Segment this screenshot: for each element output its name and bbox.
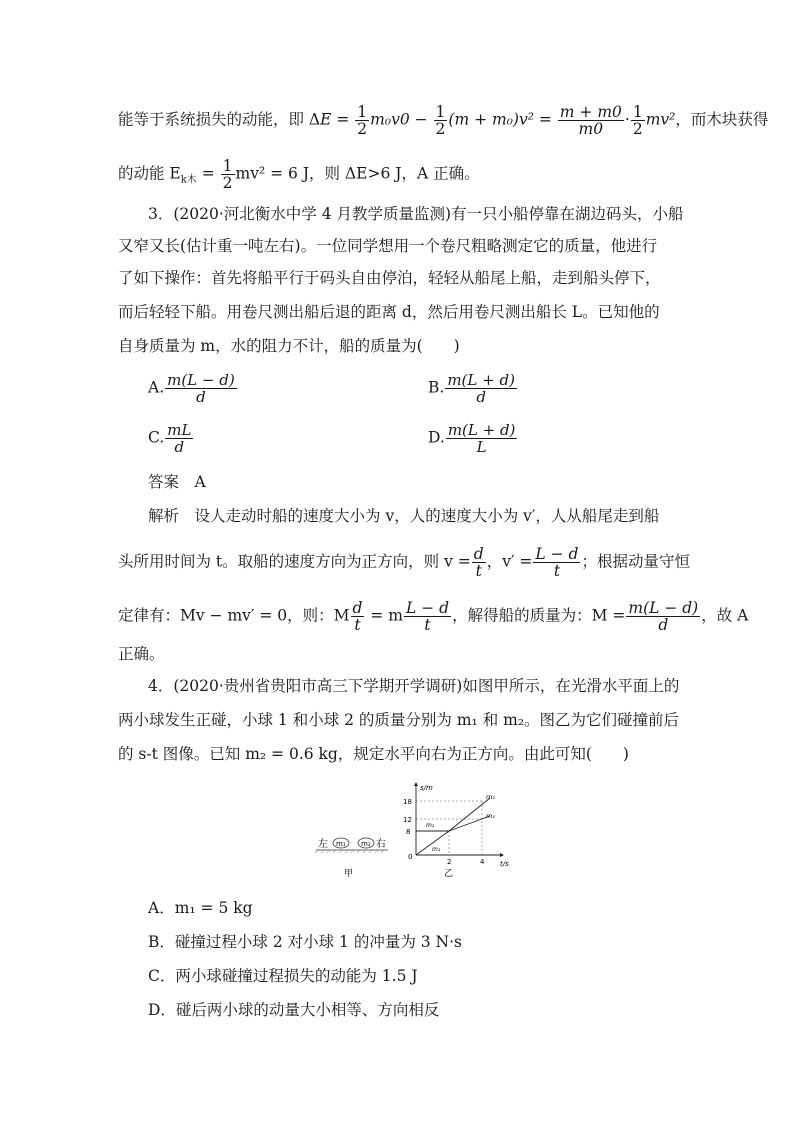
q4-line1: 4．(2020·贵州省贵阳市高三下学期开学调研)如图甲所示，在光滑水平面上的: [148, 677, 680, 695]
text: =: [533, 110, 557, 129]
para1-line2: [118, 158, 480, 191]
q4-line3: 的 s-t 图像。已知 m₂ = 0.6 kg，规定水平向右为正方向。由此可知( ): [118, 745, 629, 763]
answer-value: A: [194, 473, 206, 491]
x-axis-label: t/s: [500, 860, 509, 868]
label-m1-inner: m₁: [432, 846, 441, 853]
label-m2-end: m₂: [486, 793, 495, 801]
q3-line4: 而后轻轻下船。用卷尺测出船后退的距离 d，然后用卷尺测出船长 L。已知他的: [118, 303, 660, 321]
label-m1-end: m₁: [486, 812, 495, 820]
q3-option-d: D. $\frac{m(L + d)}{L}$: [428, 421, 516, 456]
q3-line2: 又窄又长(估计重一吨左右)。一位同学想用一个卷尺粗略测定它的质量，他进行: [118, 237, 658, 255]
q3-option-a: A. $\frac{m(L - d)}{d}$: [148, 371, 235, 406]
line-m1-after: [449, 816, 490, 831]
q3-line5: 自身质量为 m，水的阻力不计，船的质量为( ): [118, 337, 460, 355]
fraction-half: $\frac{1}{2}$: [632, 103, 643, 138]
y-tick-8: 8: [406, 828, 411, 836]
term: (m + m₀)v²: [448, 110, 534, 129]
fraction-half: $\frac{1}{2}$: [435, 103, 446, 138]
answer-label: 答案: [148, 473, 180, 491]
subscript: k木: [180, 174, 197, 186]
y-tick-12: 12: [403, 816, 412, 824]
y-arrow: [414, 782, 418, 786]
fraction-half: $\frac{1}{2}$: [222, 157, 233, 192]
term: mv²: [645, 110, 676, 129]
q4-line2: 两小球发生正碰，小球 1 和小球 2 的质量分别为 m₁ 和 m₂。图乙为它们碰撞前后: [118, 711, 680, 729]
text: 设人走动时船的速度大小为 v，人的速度大小为 v′，人从船尾走到船: [194, 507, 660, 525]
q3-analysis-line1: [148, 506, 659, 526]
yi-label: 乙: [444, 869, 454, 879]
para1-line1: 能等于系统损失的动能，即 ΔE = $\frac{1}{2}$ m₀v0 − $\frac{1}{2}$ (m + m₀)v² = $\frac{m + m0}{m0}$ · $\frac{1}{2}$ mv²，而木块获得: [118, 103, 769, 138]
ball2-label: m₂: [361, 840, 371, 848]
ground-hatch: [315, 850, 384, 853]
q3-analysis-line2: 头所用时间为 t。取船的速度方向为正方向，则 v = $\frac{d}{t}$ ，v′ = $\frac{L - d}{t}$ ；根据动量守恒: [118, 545, 690, 580]
y-axis-label: s/m: [420, 784, 433, 792]
text: 的动能 E: [118, 164, 181, 183]
ball1-label: m₁: [336, 840, 346, 848]
text: mv² = 6 J，则 ΔE>6 J，A 正确。: [235, 164, 480, 183]
q4-option-a: A．m₁ = 5 kg: [148, 899, 253, 917]
q3-option-b: B. $\frac{m(L + d)}{d}$: [428, 371, 515, 406]
q3-option-c: C. $\frac{mL}{d}$: [148, 421, 192, 456]
line-m2-after: [449, 798, 490, 831]
q3-answer: [148, 472, 206, 492]
text: −: [409, 110, 433, 129]
collision-figure: [300, 780, 520, 880]
label-m2-inner: m₂: [426, 822, 435, 829]
x-tick-4: 4: [480, 858, 485, 866]
term: m₀v0: [370, 110, 410, 129]
text: 能等于系统损失的动能，即 Δ: [118, 110, 321, 129]
jia-label: 甲: [344, 869, 354, 879]
y-tick-18: 18: [403, 798, 412, 806]
figure-yi: [403, 782, 509, 879]
right-label: 右: [376, 839, 386, 850]
analysis-label: 解析: [148, 507, 180, 525]
q4-option-b: B．碰撞过程小球 2 对小球 1 的冲量为 3 N·s: [148, 933, 462, 951]
fraction-half: $\frac{1}{2}$: [357, 103, 368, 138]
q3-line1: 3．(2020·河北衡水中学 4 月教学质量监测)有一只小船停靠在湖边码头，小船: [148, 205, 684, 223]
y-tick-0: 0: [408, 853, 413, 861]
q4-option-c: C．两小球碰撞过程损失的动能为 1.5 J: [148, 967, 418, 985]
figure-jia: [315, 837, 388, 879]
x-arrow: [500, 853, 504, 857]
left-label: 左: [318, 839, 328, 850]
fraction-mass: $\frac{m + m0}{m0}$: [559, 103, 622, 138]
symbol-E: E: [320, 110, 332, 129]
q4-option-d: D．碰后两小球的动量大小相等、方向相反: [148, 1001, 440, 1019]
text: ，而木块获得: [675, 110, 769, 129]
text: =: [331, 110, 355, 129]
q3-analysis-line3: 定律有：Mv − mv′ = 0，则：M $\frac{d}{t}$ = m $\frac{L - d}{t}$ ，解得船的质量为：M = $\frac{m(L - d)}{d}$ ，故 A: [118, 599, 749, 634]
q3-line3: 了如下操作：首先将船平行于码头自由停泊，轻轻从船尾上船，走到船头停下，: [118, 269, 661, 287]
q3-analysis-line4: 正确。: [118, 645, 165, 663]
text: =: [196, 164, 220, 183]
x-tick-2: 2: [447, 858, 452, 866]
